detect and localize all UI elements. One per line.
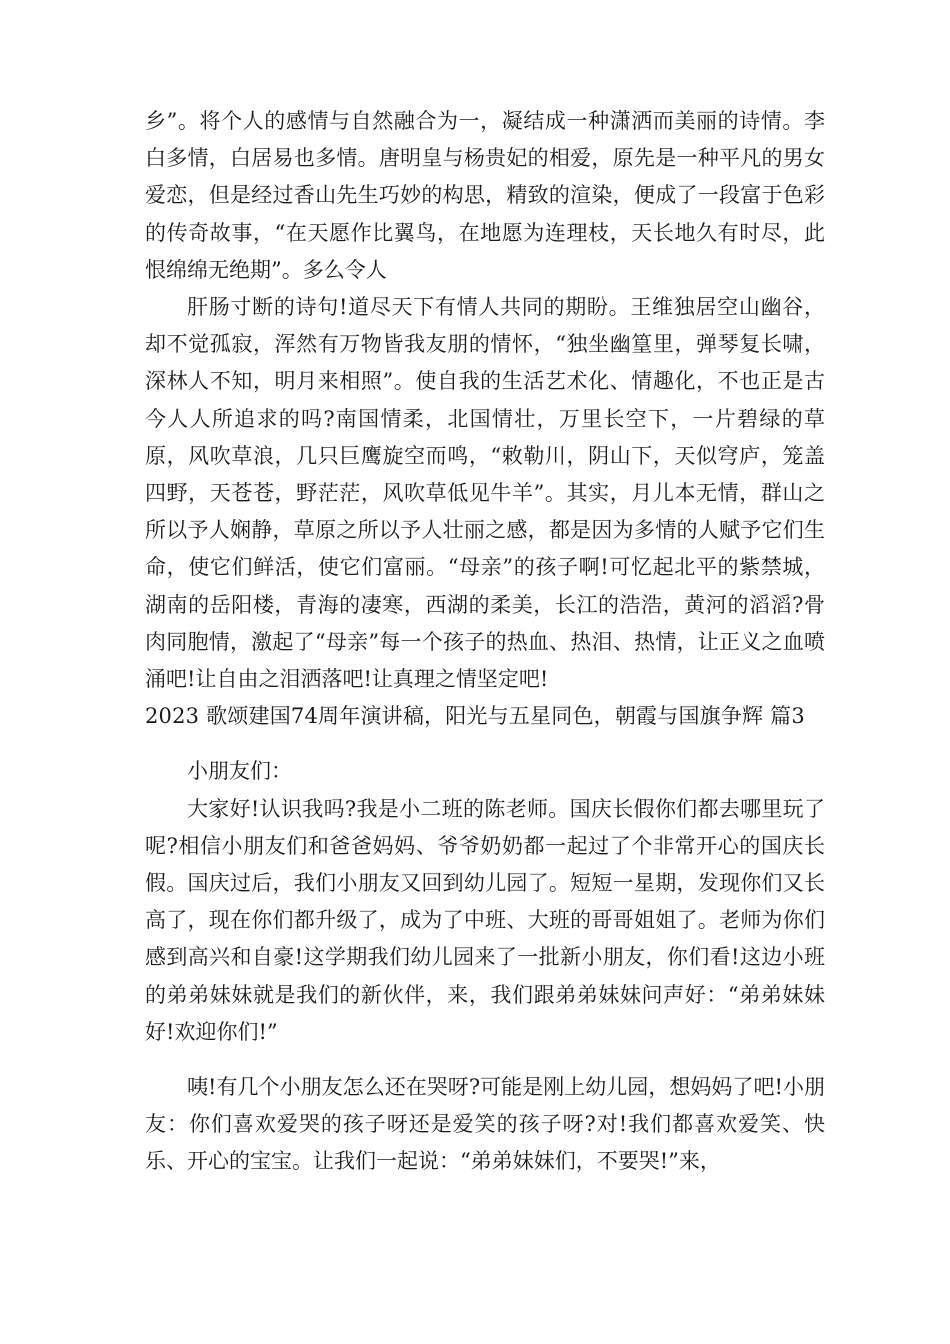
paragraph-greeting: 大家好!认识我吗?我是小二班的陈老师。国庆长假你们都去哪里玩了呢?相信小朋友们和爸爸妈妈、爷爷奶奶都一起过了个非常开心的国庆长假。国庆过后，我们小朋友又回到幼儿园了。短短一星期，发现你们又长高了，现在你们都升级了，成为了中班、大班的哥哥姐姐了。老师为你们感到高兴和自豪!这学期我们幼儿园来了一批新小朋友，你们看!这边小班的弟弟妹妹就是我们的新伙伴，来，我们跟弟弟妹妹问声好：“弟弟妹妹好!欢迎你们!” <box>145 796 825 1044</box>
section-heading: 2023 歌颂建国74周年演讲稿，阳光与五星同色，朝霞与国旗争辉 篇3 <box>145 704 805 729</box>
paragraph-crying-kids: 咦!有几个小朋友怎么还在哭呀?可能是刚上幼儿园，想妈妈了吧!小朋友：你们喜欢爱哭的孩子呀还是爱笑的孩子呀?对!我们都喜欢爱笑、快乐、开心的宝宝。让我们一起说：“弟弟妹妹们，不要哭!”来， <box>145 1075 825 1174</box>
paragraph-continued: 乡”。将个人的感情与自然融合为一，凝结成一种潇洒而美丽的诗情。李白多情，白居易也多情。唐明皇与杨贵妃的相爱，原先是一种平凡的男女爱恋，但是经过香山先生巧妙的构思，精致的渲染，便成了一段富于色彩的传奇故事，“在天愿作比翼鸟，在地愿为连理枝，天长地久有时尽，此恨绵绵无绝期”。多么令人 <box>145 109 825 282</box>
salutation: 小朋友们： <box>187 759 292 784</box>
document-body <box>145 103 825 1181</box>
paragraph-poetry-emotion: 肝肠寸断的诗句!道尽天下有情人共同的期盼。王维独居空山幽谷，却不觉孤寂，浑然有万物皆我友朋的情怀，“独坐幽篁里，弹琴复长啸，深林人不知，明月来相照”。使自我的生活艺术化、情趣化，不也正是古今人人所追求的吗?南国情柔，北国情壮，万里长空下，一片碧绿的草原，风吹草浪，几只巨鹰旋空而鸣，“敕勒川，阴山下，天似穹庐，笼盖四野，天苍苍，野茫茫，风吹草低见牛羊”。其实，月儿本无情，群山之所以予人娴静，草原之所以予人壮丽之感，都是因为多情的人赋予它们生命，使它们鲜活，使它们富丽。“母亲”的孩子啊!可忆起北平的紫禁城，湖南的岳阳楼，青海的凄寒，西湖的柔美，长江的浩浩，黄河的滔滔?骨肉同胞情，激起了“母亲”每一个孩子的热血、热泪、热情，让正义之血喷涌吧!让自由之泪洒落吧!让真理之情坚定吧! <box>145 295 825 692</box>
